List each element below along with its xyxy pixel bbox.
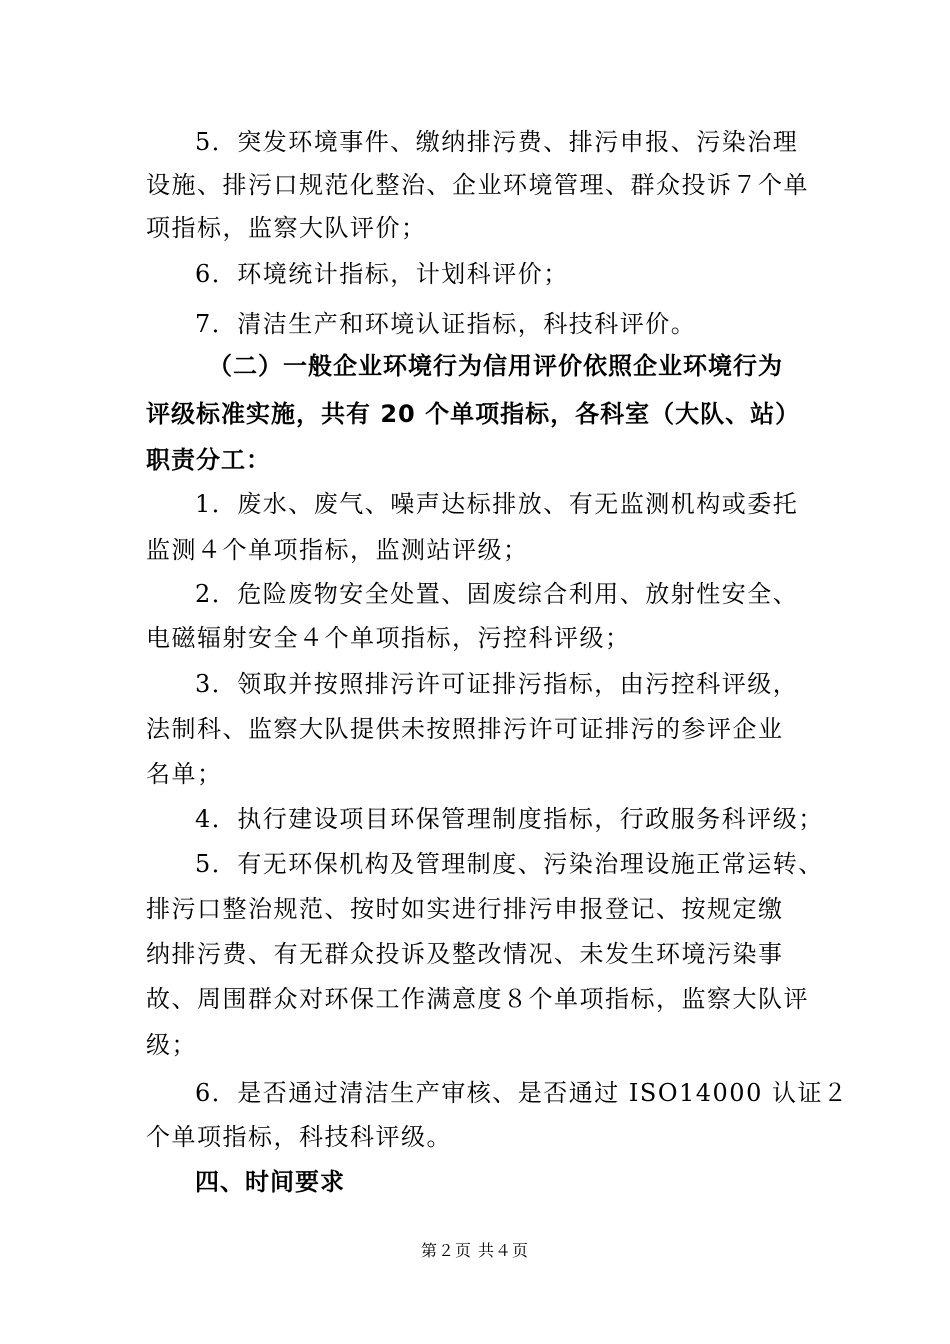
section-heading-line: 四、时间要求: [195, 1168, 345, 1196]
section-heading-line: 评级标准实施，共有 20 个单项指标，各科室（大队、站）: [146, 400, 801, 428]
paragraph-line: 4．执行建设项目环保管理制度指标，行政服务科评级；: [195, 805, 824, 833]
paragraph-line: 纳排污费、有无群众投诉及整改情况、未发生环境污染事: [146, 940, 784, 968]
paragraph-line: 项指标，监察大队评价；: [146, 214, 427, 242]
paragraph-line: 5．有无环保机构及管理制度、污染治理设施正常运转、: [195, 850, 824, 878]
section-heading-line: 职责分工：: [146, 446, 271, 474]
paragraph-line: 2．危险废物安全处置、固废综合利用、放射性安全、: [195, 580, 799, 608]
paragraph-line: 设施、排污口规范化整治、企业环境管理、群众投诉７个单: [146, 171, 809, 199]
paragraph-line: 故、周围群众对环保工作满意度８个单项指标，监察大队评: [146, 985, 809, 1013]
section-heading-line: （二）一般企业环境行为信用评价依照企业环境行为: [208, 352, 783, 380]
page-number-footer: 第２页 共４页: [420, 1241, 530, 1260]
paragraph-line: 个单项指标，科技科评级。: [146, 1123, 452, 1151]
paragraph-line: 5．突发环境事件、缴纳排污费、排污申报、污染治理: [195, 128, 799, 156]
paragraph-line: 法制科、监察大队提供未按照排污许可证排污的参评企业: [146, 715, 784, 743]
paragraph-line: 名单；: [146, 760, 223, 788]
paragraph-line: 3．领取并按照排污许可证排污指标，由污控科评级，: [195, 670, 799, 698]
paragraph-line: 级；: [146, 1031, 197, 1059]
paragraph-line: 7．清洁生产和环境认证指标，科技科评价。: [195, 310, 697, 338]
paragraph-line: 6．环境统计指标，计划科评价；: [195, 260, 569, 288]
paragraph-line: 电磁辐射安全４个单项指标，污控科评级；: [146, 624, 631, 652]
paragraph-line: 监测４个单项指标，监测站评级；: [146, 536, 529, 564]
paragraph-line: 排污口整治规范、按时如实进行排污申报登记、按规定缴: [146, 895, 784, 923]
paragraph-line: 1．废水、废气、噪声达标排放、有无监测机构或委托: [195, 490, 799, 518]
paragraph-line: 6．是否通过清洁生产审核、是否通过 ISO14000 认证２: [195, 1079, 849, 1107]
